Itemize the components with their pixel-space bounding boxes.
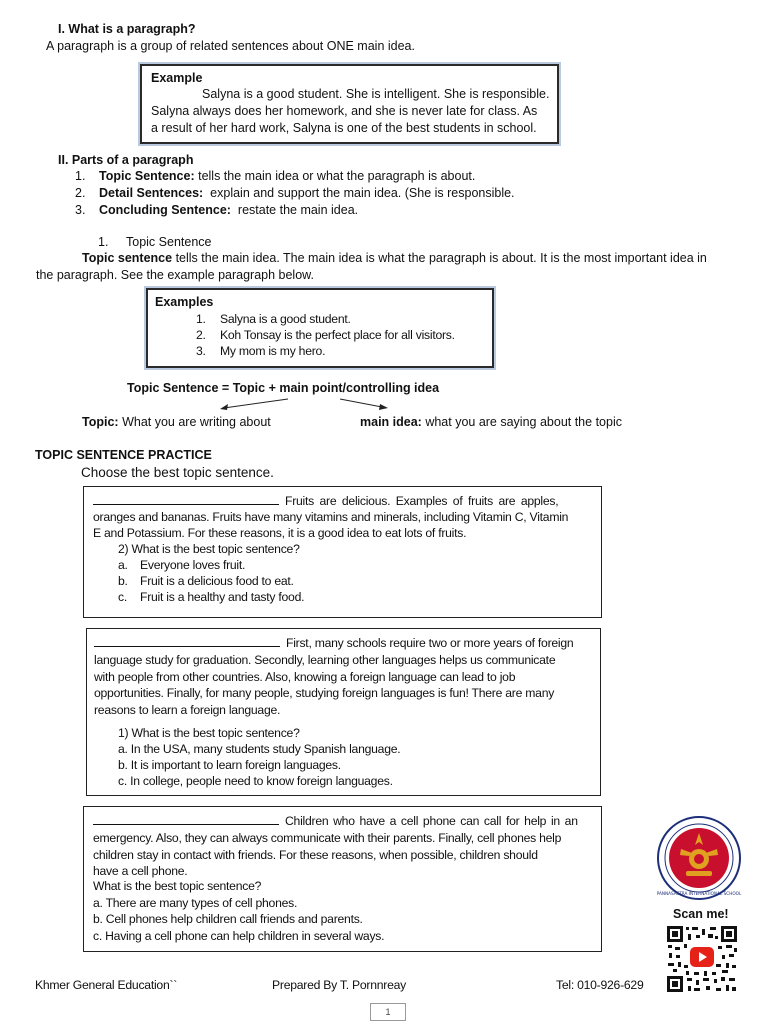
q1-option[interactable]: c. Fruit is a healthy and tasty food. — [118, 590, 305, 604]
practice-box-2 — [86, 628, 601, 796]
qr-code[interactable] — [666, 925, 738, 993]
paragraph-definition: A paragraph is a group of related sentences about ONE main idea. — [46, 39, 415, 53]
arrow-right-line — [340, 399, 382, 407]
examples-box — [146, 288, 494, 368]
q2-line: with people from other countries. Also, knowing a foreign language can lead to job — [94, 670, 516, 684]
parts-term: Topic Sentence: — [99, 169, 195, 183]
parts-num: 2. — [75, 186, 86, 200]
footer-center: Prepared By T. Pornnreay — [272, 978, 407, 992]
heading-text: Topic Sentence — [126, 235, 212, 249]
q2-line: opportunities. Finally, for many people, studying foreign languages is fun! There are many — [94, 686, 555, 700]
q1-question: 2) What is the best topic sentence? — [118, 542, 300, 556]
q3-line: children stay in contact with friends. For these reasons, when possible, children should — [93, 848, 538, 862]
footer-right: Tel: 010-926-629 — [556, 978, 644, 992]
parts-num: 3. — [75, 203, 86, 217]
answer-blank[interactable] — [94, 635, 280, 647]
topic-definition: Topic: What you are writing about — [82, 415, 271, 429]
arrow-right-head — [379, 404, 388, 410]
topic-intro-line2: the paragraph. See the example paragraph below. — [36, 268, 314, 282]
q2-line: language study for graduation. Secondly, learning other languages helps us communicate — [94, 653, 556, 667]
examples-title: Examples — [155, 295, 214, 309]
answer-blank[interactable] — [93, 493, 279, 505]
q1-line: E and Potassium. For these reasons, it is a good idea to eat lots of fruits. — [93, 526, 467, 540]
logo-text: PANNASASTRA INTERNATIONAL SCHOOL — [656, 891, 742, 896]
example-line: Salyna is a good student. She is intelligent. She is responsible. — [202, 87, 550, 101]
footer-left: Khmer General Education`` — [35, 978, 178, 992]
school-logo — [656, 815, 742, 901]
section-1-heading: I. What is a paragraph? — [58, 22, 196, 36]
parts-term: Detail Sentences: — [99, 186, 204, 200]
topic-intro-line — [82, 251, 707, 265]
examples-item: 1. Salyna is a good student. — [196, 312, 351, 326]
q3-line: Children who have a cell phone can call for help in an — [93, 813, 578, 829]
q2-option[interactable]: b. It is important to learn foreign languages. — [118, 758, 341, 772]
q3-option[interactable]: c. Having a cell phone can help children in several ways. — [93, 929, 385, 943]
topic-intro-rest: tells the main idea. The main idea is what the paragraph is about. It is the most important idea in — [175, 251, 707, 265]
examples-item: 2. Koh Tonsay is the perfect place for all visitors. — [196, 328, 455, 342]
q1-line: Fruits are delicious. Examples of fruits are apples, — [93, 493, 593, 509]
parts-desc: restate the main idea. — [237, 203, 359, 217]
parts-desc: tells the main idea or what the paragraph is about. — [198, 169, 476, 183]
q1-option[interactable]: a. Everyone loves fruit. — [118, 558, 246, 572]
q3-line: emergency. Also, they can always communicate with their parents. Finally, cell phones help — [93, 831, 562, 845]
page-number: 1 — [370, 1003, 406, 1021]
q2-question: 1) What is the best topic sentence? — [118, 726, 300, 740]
q3-question: What is the best topic sentence? — [93, 879, 262, 893]
q2-option[interactable]: a. In the USA, many students study Spanish language. — [118, 742, 401, 756]
formula: Topic Sentence = Topic + main point/controlling idea — [127, 381, 440, 395]
topic-intro-term: Topic sentence — [82, 251, 173, 265]
parts-item-2 — [75, 186, 515, 200]
q1-line: oranges and bananas. Fruits have many vitamins and minerals, including Vitamin C, Vitamin — [93, 510, 569, 524]
practice-heading: TOPIC SENTENCE PRACTICE — [35, 448, 212, 462]
answer-blank[interactable] — [93, 813, 279, 825]
practice-box-3 — [83, 806, 602, 952]
topic-sentence-heading — [98, 235, 211, 249]
q3-option[interactable]: b. Cell phones help children call friends and parents. — [93, 912, 363, 926]
examples-item: 3. My mom is my hero. — [196, 344, 326, 358]
example-box — [140, 64, 559, 144]
q2-option[interactable]: c. In college, people need to know foreign languages. — [118, 774, 393, 788]
q3-line: have a cell phone. — [93, 864, 188, 878]
parts-item-1 — [75, 169, 475, 183]
scan-me-label: Scan me! — [673, 907, 729, 921]
example-line: a result of her hard work, Salyna is one of the best students in school. — [151, 121, 537, 135]
example-line: Salyna always does her homework, and she is never late for class. As — [151, 104, 538, 118]
arrow-left-head — [220, 404, 228, 410]
q1-option[interactable]: b. Fruit is a delicious food to eat. — [118, 574, 294, 588]
example-title: Example — [151, 71, 203, 85]
parts-term: Concluding Sentence: — [99, 203, 231, 217]
practice-box-1 — [83, 486, 602, 618]
heading-num: 1. — [98, 235, 109, 249]
section-2-heading: II. Parts of a paragraph — [58, 153, 194, 167]
practice-instruction: Choose the best topic sentence. — [81, 465, 274, 480]
q2-line: reasons to learn a foreign language. — [94, 703, 281, 717]
formula-arrows — [210, 396, 400, 412]
arrow-left-line — [224, 399, 288, 408]
main-idea-definition: main idea: what you are saying about the topic — [360, 415, 622, 429]
parts-desc: explain and support the main idea. (She is responsible. — [210, 186, 515, 200]
parts-item-3 — [75, 203, 358, 217]
q2-line: First, many schools require two or more years of foreign — [94, 635, 573, 651]
parts-num: 1. — [75, 169, 86, 183]
q3-option[interactable]: a. There are many types of cell phones. — [93, 896, 298, 910]
